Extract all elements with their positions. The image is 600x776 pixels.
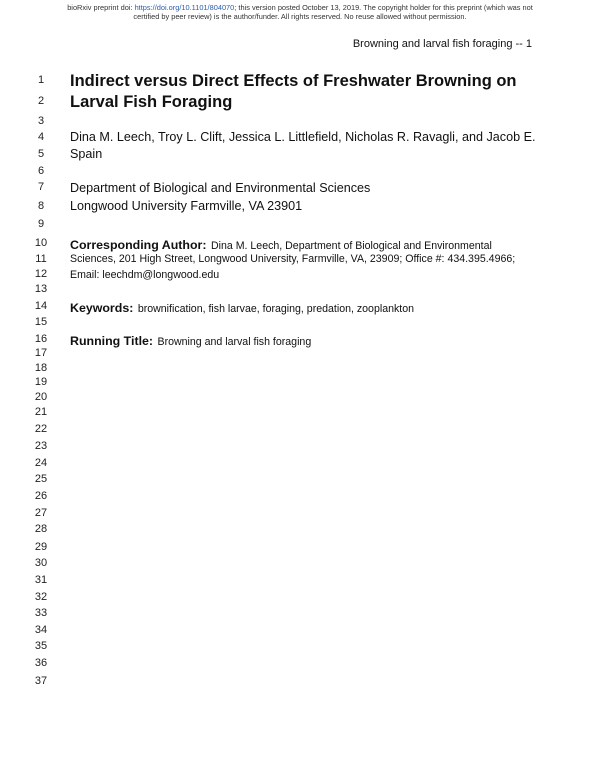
doi-link[interactable]: https://doi.org/10.1101/804070 [134,3,235,12]
affiliation-line-1: Department of Biological and Environmental Sciences [70,181,371,195]
line-number: 14 [34,300,48,312]
line-number: 17 [34,347,48,359]
running-title-text: Browning and larval fish foraging [157,336,312,348]
line-number: 26 [34,490,48,502]
line-number: 1 [37,74,45,86]
title-line-1: Indirect versus Direct Effects of Freshwater Browning on [70,72,517,90]
line-number: 8 [37,200,45,212]
keywords-text: brownification, fish larvae, foraging, predation, zooplankton [137,303,415,315]
corresponding-label: Corresponding Author: [70,238,207,252]
line-number: 20 [34,391,48,403]
corresponding-line-1: Dina M. Leech, Department of Biological and Environmental [210,240,492,252]
notice-suffix: ; this version posted October 13, 2019. The copyright holder for this preprint (which was not [234,3,533,12]
line-number: 22 [34,423,48,435]
line-number: 31 [34,574,48,586]
line-number: 2 [37,95,45,107]
running-head: Browning and larval fish foraging -- 1 [352,38,532,50]
line-number: 6 [37,165,45,177]
line-number: 34 [34,624,48,636]
keywords [70,299,414,317]
line-number: 3 [37,115,45,127]
line-number: 19 [34,376,48,388]
line-number: 37 [34,675,48,687]
line-number: 36 [34,657,48,669]
running-title-label: Running Title: [70,334,154,348]
line-number: 11 [35,253,47,265]
authors-line-1: Dina M. Leech, Troy L. Clift, Jessica L. Littlefield, Nicholas R. Ravagli, and Jacob E. [70,130,536,144]
line-number: 18 [34,362,48,374]
line-number: 4 [37,131,45,143]
line-number: 25 [34,473,48,485]
title-line-2: Larval Fish Foraging [70,93,233,111]
line-number: 27 [34,507,48,519]
running-title [70,332,311,350]
line-number: 32 [34,591,48,603]
line-number: 15 [34,316,48,328]
preprint-notice [0,3,600,21]
notice-prefix: bioRxiv preprint doi: [67,3,135,12]
line-number: 23 [34,440,48,452]
notice-line-2: certified by peer review) is the author/funder. All rights reserved. No reuse allowed without permission. [133,12,467,21]
line-number: 24 [34,457,48,469]
line-number: 10 [34,237,48,249]
line-number: 35 [34,640,48,652]
line-number: 7 [37,181,45,193]
notice-line-1 [0,3,600,12]
corresponding-line-2: Sciences, 201 High Street, Longwood University, Farmville, VA, 23909; Office #: 434.395.4966; [70,253,516,265]
line-number: 33 [34,607,48,619]
line-number: 13 [34,283,48,295]
keywords-label: Keywords: [70,301,134,315]
corresponding-email: Email: leechdm@longwood.edu [70,269,220,281]
line-number: 21 [34,406,48,418]
line-number: 16 [34,333,48,345]
line-number: 12 [34,268,48,280]
affiliation-line-2: Longwood University Farmville, VA 23901 [70,199,303,213]
line-number: 30 [34,557,48,569]
line-number: 9 [37,218,45,230]
line-number: 28 [34,523,48,535]
authors-line-2: Spain [70,147,103,161]
line-number: 29 [34,541,48,553]
line-number: 5 [37,148,45,160]
corresponding-author [70,236,492,254]
